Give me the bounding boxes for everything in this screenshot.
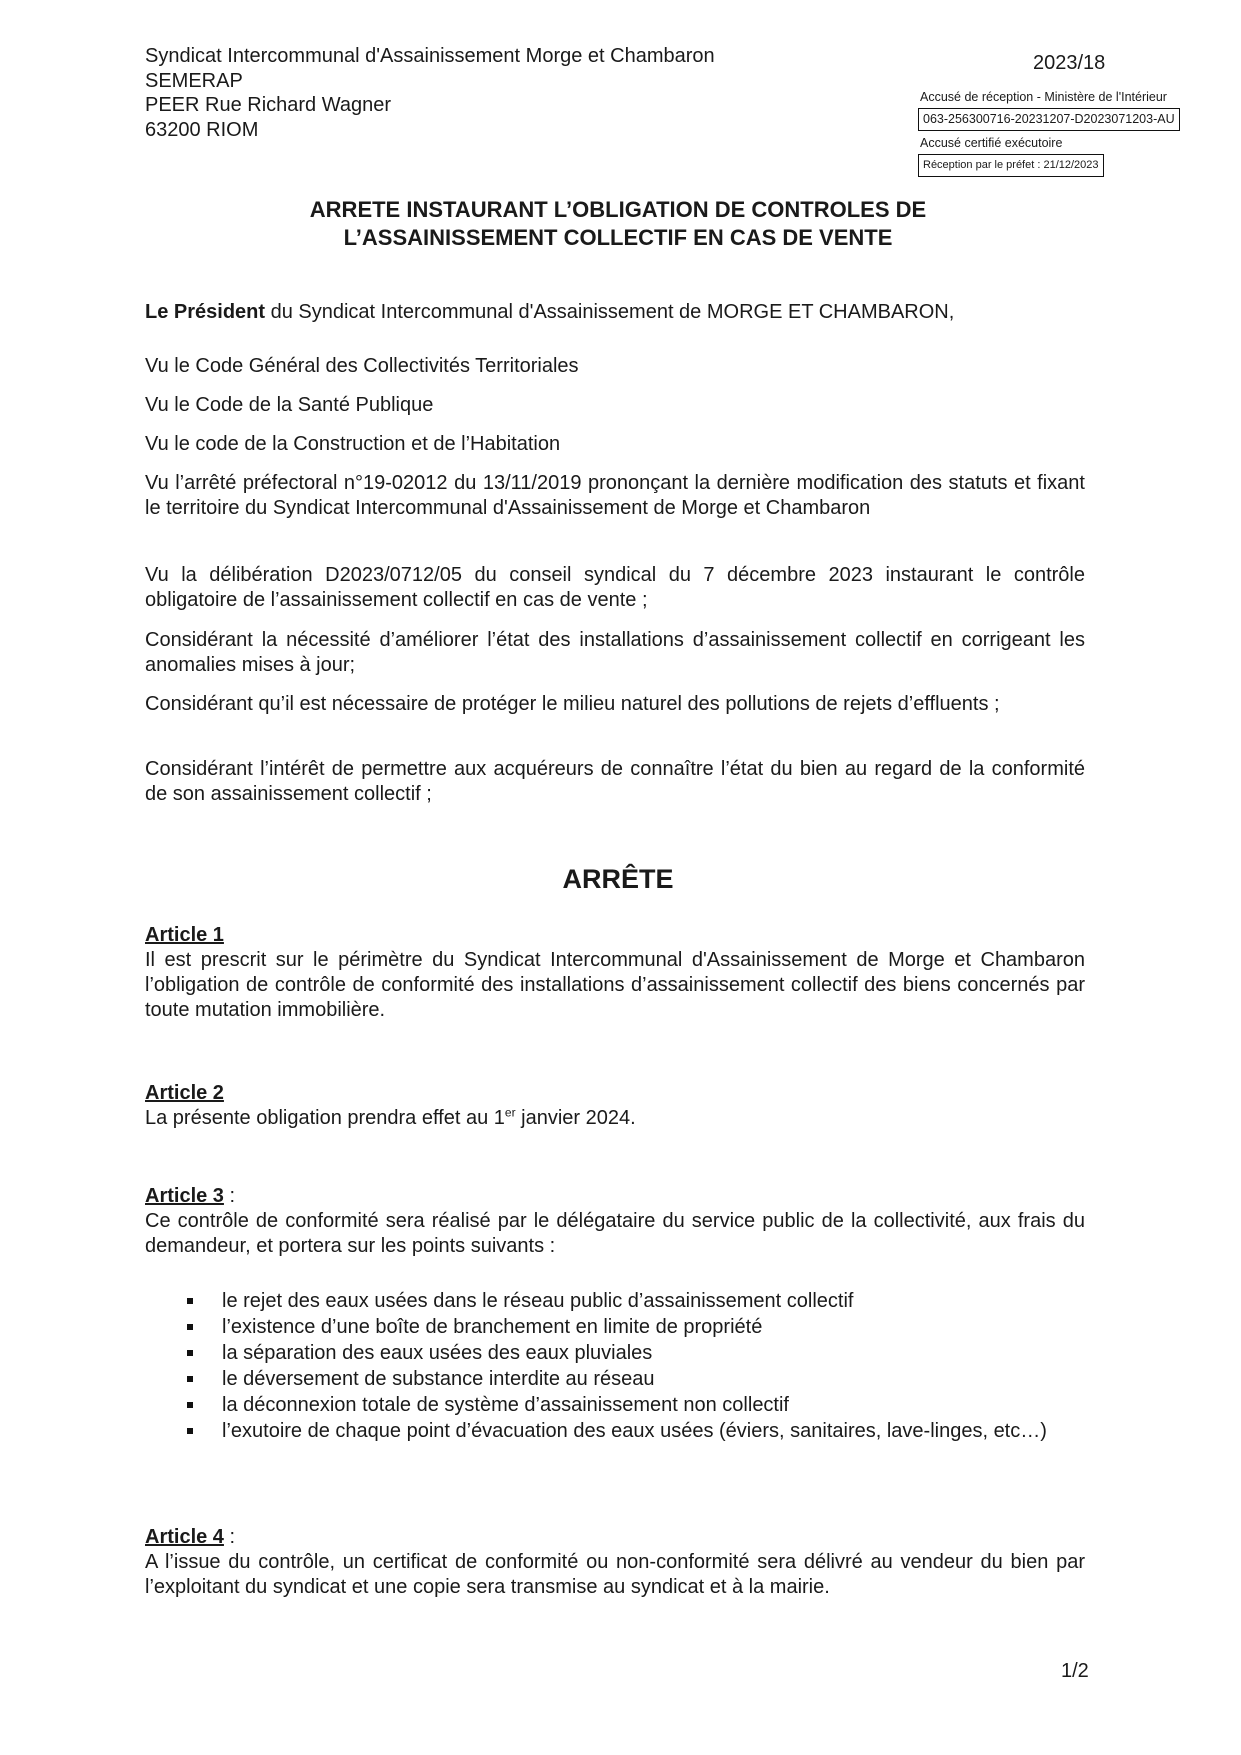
bullet-icon bbox=[187, 1350, 193, 1356]
stamp-label: Accusé de réception - Ministère de l'Intérieur bbox=[920, 90, 1167, 104]
president-paragraph bbox=[145, 300, 1085, 325]
list-item-text: l’exutoire de chaque point d’évacuation des eaux usées (éviers, sanitaires, lave-linges, etc…) bbox=[222, 1420, 1047, 1442]
title-line: L’ASSAINISSEMENT COLLECTIF EN CAS DE VENTE bbox=[343, 225, 893, 250]
vu-paragraph: Vu la délibération D2023/0712/05 du conseil syndical du 7 décembre 2023 instaurant le contrôle obligatoire de l’assainissement collectif en cas de vente ; bbox=[145, 564, 1085, 611]
list-item-text: le déversement de substance interdite au réseau bbox=[222, 1368, 655, 1390]
vu-paragraph: Vu le Code de la Santé Publique bbox=[145, 394, 434, 416]
article-text-part: La présente obligation prendra effet au 1 bbox=[145, 1107, 505, 1129]
article-heading: Article 4 bbox=[145, 1526, 224, 1548]
heading-colon: : bbox=[223, 1526, 236, 1548]
reference-number: 2023/18 bbox=[1033, 52, 1106, 74]
control-points-list bbox=[187, 1288, 1087, 1444]
article-text-part: janvier 2024. bbox=[515, 1107, 636, 1129]
article-4 bbox=[145, 1525, 1085, 1600]
article-heading: Article 2 bbox=[145, 1082, 224, 1104]
bullet-icon bbox=[187, 1298, 193, 1304]
bullet-icon bbox=[187, 1324, 193, 1330]
president-bold: Le Président bbox=[145, 301, 266, 323]
list-item-text: la déconnexion totale de système d’assainissement non collectif bbox=[222, 1394, 789, 1416]
list-item bbox=[187, 1340, 1087, 1366]
article-text: Il est prescrit sur le périmètre du Syndicat Intercommunal d'Assainissement de Morge et Chambaron l’obligation de contrôle de conformité des installations d’assainissement collectif des biens concernés par toute mutation immobilière. bbox=[145, 949, 1085, 1021]
list-item bbox=[187, 1418, 1087, 1444]
vu-paragraph: Vu le Code Général des Collectivités Territoriales bbox=[145, 355, 579, 377]
article-text bbox=[145, 1106, 1085, 1131]
vu-paragraph: Vu l’arrêté préfectoral n°19-02012 du 13/11/2019 prononçant la dernière modification des statuts et fixant le territoire du Syndicat Intercommunal d'Assainissement de Morge et Chambaron bbox=[145, 472, 1085, 519]
article-heading: Article 3 bbox=[145, 1185, 224, 1207]
article-1 bbox=[145, 923, 1085, 1023]
bullet-icon bbox=[187, 1376, 193, 1382]
sender-line: PEER Rue Richard Wagner bbox=[145, 94, 392, 116]
considerant-paragraph: Considérant qu’il est nécessaire de protéger le milieu naturel des pollutions de rejets d’effluents ; bbox=[145, 693, 1000, 715]
reception-stamp bbox=[918, 88, 1223, 177]
stamp-label: Accusé certifié exécutoire bbox=[920, 136, 1063, 150]
article-text: Ce contrôle de conformité sera réalisé par le délégataire du service public de la collectivité, aux frais du demandeur, et portera sur les points suivants : bbox=[145, 1210, 1085, 1257]
list-item-text: le rejet des eaux usées dans le réseau public d’assainissement collectif bbox=[222, 1290, 854, 1312]
document-title bbox=[145, 196, 1091, 252]
receipt-id-box: 063-256300716-20231207-D2023071203-AU bbox=[918, 108, 1180, 131]
article-3 bbox=[145, 1184, 1085, 1259]
list-item bbox=[187, 1288, 1087, 1314]
title-line: ARRETE INSTAURANT L’OBLIGATION DE CONTROLES DE bbox=[309, 197, 927, 222]
list-item-text: la séparation des eaux usées des eaux pluviales bbox=[222, 1342, 653, 1364]
considerant-paragraph: Considérant l’intérêt de permettre aux acquéreurs de connaître l’état du bien au regard de la conformité de son assainissement collectif ; bbox=[145, 758, 1085, 805]
bullet-icon bbox=[187, 1428, 193, 1434]
article-text: A l’issue du contrôle, un certificat de conformité ou non-conformité sera délivré au vendeur du bien par l’exploitant du syndicat et une copie sera transmise au syndicat et à la mairie. bbox=[145, 1551, 1085, 1598]
list-item-text: l’existence d’une boîte de branchement en limite de propriété bbox=[222, 1316, 763, 1338]
sender-line: 63200 RIOM bbox=[145, 118, 259, 141]
considerant-paragraph: Considérant la nécessité d’améliorer l’état des installations d’assainissement collectif en corrigeant les anomalies mises à jour; bbox=[145, 629, 1085, 676]
sender-line: SEMERAP bbox=[145, 69, 243, 92]
ordinal-superscript: er bbox=[504, 1105, 516, 1120]
list-item bbox=[187, 1392, 1087, 1418]
prefet-reception-box: Réception par le préfet : 21/12/2023 bbox=[918, 154, 1104, 177]
vu-paragraph: Vu le code de la Construction et de l’Habitation bbox=[145, 433, 561, 455]
sender-address bbox=[145, 44, 715, 142]
president-rest: du Syndicat Intercommunal d'Assainissement de MORGE ET CHAMBARON, bbox=[265, 301, 955, 323]
page-number: 1/2 bbox=[1061, 1660, 1089, 1682]
heading-colon: : bbox=[223, 1185, 236, 1207]
article-2 bbox=[145, 1081, 1085, 1131]
bullet-icon bbox=[187, 1402, 193, 1408]
article-heading: Article 1 bbox=[145, 924, 224, 946]
sender-line: Syndicat Intercommunal d'Assainissement Morge et Chambaron bbox=[145, 45, 715, 67]
list-item bbox=[187, 1366, 1087, 1392]
arrete-heading: ARRÊTE bbox=[562, 864, 674, 894]
list-item bbox=[187, 1314, 1087, 1340]
